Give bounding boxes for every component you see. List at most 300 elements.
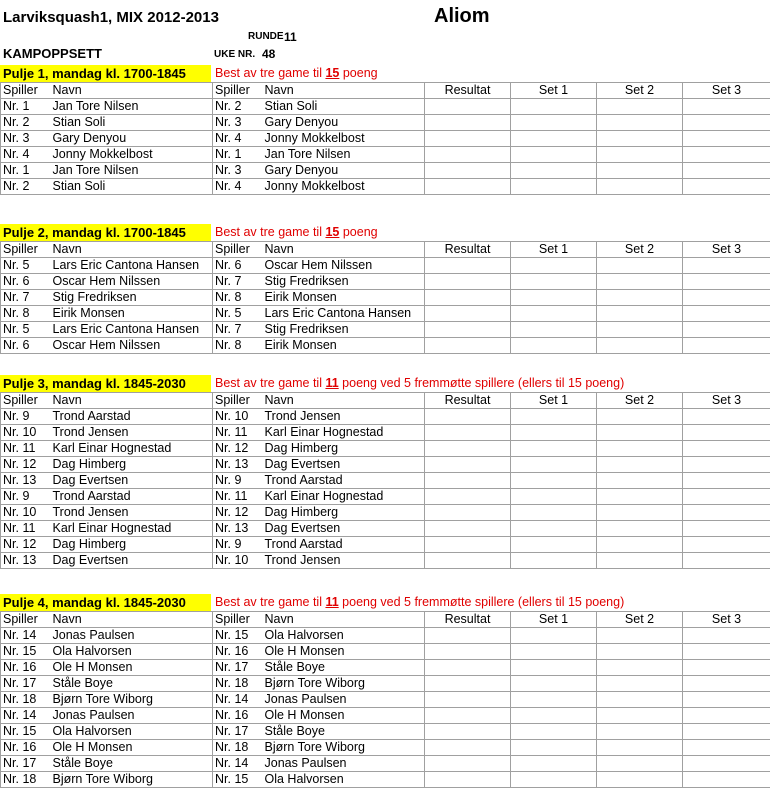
set-3-cell[interactable] (683, 409, 770, 425)
result-cell[interactable] (425, 473, 511, 489)
player-2-number: Nr. 18 (213, 740, 263, 756)
player-2-number: Nr. 15 (213, 628, 263, 644)
set-2-cell[interactable] (597, 258, 683, 274)
pool-rule (215, 224, 378, 241)
player-2-name: Ola Halvorsen (263, 628, 425, 644)
set-2-cell[interactable] (597, 553, 683, 569)
player-1-name: Trond Aarstad (51, 409, 213, 425)
page-title: Larviksquash1, MIX 2012-2013 (3, 9, 219, 26)
set-2-cell[interactable] (597, 505, 683, 521)
player-2-name: Ståle Boye (263, 660, 425, 676)
table-row (1, 708, 770, 724)
pool-header (0, 375, 770, 392)
set-3-cell[interactable] (683, 772, 770, 788)
set-3-cell[interactable] (683, 676, 770, 692)
player-2-number: Nr. 18 (213, 676, 263, 692)
player-2-name: Jonny Mokkelbost (263, 179, 425, 195)
player-1-number: Nr. 1 (1, 99, 51, 115)
pool-header (0, 65, 770, 82)
player-2-number: Nr. 3 (213, 115, 263, 131)
set-2-cell[interactable] (597, 644, 683, 660)
runde-label: RUNDE (248, 31, 284, 42)
pool-1 (0, 65, 770, 195)
player-2-number: Nr. 9 (213, 537, 263, 553)
set-1-cell[interactable] (511, 708, 597, 724)
player-1-number: Nr. 15 (1, 724, 51, 740)
table-row (1, 457, 770, 473)
result-cell[interactable] (425, 708, 511, 724)
set-3-cell[interactable] (683, 338, 770, 354)
set-2-cell[interactable] (597, 708, 683, 724)
player-1-name: Jonny Mokkelbost (51, 147, 213, 163)
player-2-name: Trond Jensen (263, 553, 425, 569)
player-1-name: Karl Einar Hognestad (51, 521, 213, 537)
result-cell[interactable] (425, 274, 511, 290)
pool-rule (215, 65, 378, 82)
pool-header (0, 594, 770, 611)
rule-text: Best av tre game til (215, 595, 326, 609)
col-navn-1-header: Navn (51, 612, 213, 628)
player-1-name: Lars Eric Cantona Hansen (51, 258, 213, 274)
set-3-cell[interactable] (683, 756, 770, 772)
set-2-cell[interactable] (597, 724, 683, 740)
result-cell[interactable] (425, 290, 511, 306)
table-row (1, 425, 770, 441)
result-cell[interactable] (425, 441, 511, 457)
player-2-number: Nr. 8 (213, 290, 263, 306)
player-2-name: Jonny Mokkelbost (263, 131, 425, 147)
player-2-name: Ola Halvorsen (263, 772, 425, 788)
set-3-cell[interactable] (683, 628, 770, 644)
table-row (1, 473, 770, 489)
col-spiller-2-header: Spiller (213, 242, 263, 258)
set-2-cell[interactable] (597, 537, 683, 553)
set-1-cell[interactable] (511, 676, 597, 692)
rule-text: Best av tre game til (215, 66, 326, 80)
set-2-cell[interactable] (597, 756, 683, 772)
result-cell[interactable] (425, 131, 511, 147)
player-2-name: Karl Einar Hognestad (263, 489, 425, 505)
set-3-cell[interactable] (683, 692, 770, 708)
col-set-3-header: Set 3 (683, 393, 770, 409)
table-row (1, 660, 770, 676)
col-set-1-header: Set 1 (511, 393, 597, 409)
set-1-cell[interactable] (511, 644, 597, 660)
player-2-name: Ole H Monsen (263, 708, 425, 724)
set-1-cell[interactable] (511, 457, 597, 473)
pool-header (0, 224, 770, 241)
player-1-number: Nr. 12 (1, 537, 51, 553)
set-2-cell[interactable] (597, 306, 683, 322)
result-cell[interactable] (425, 521, 511, 537)
set-3-cell[interactable] (683, 489, 770, 505)
col-spiller-1-header: Spiller (1, 612, 51, 628)
set-1-cell[interactable] (511, 99, 597, 115)
player-1-number: Nr. 2 (1, 115, 51, 131)
set-1-cell[interactable] (511, 473, 597, 489)
set-3-cell[interactable] (683, 115, 770, 131)
result-cell[interactable] (425, 489, 511, 505)
result-cell[interactable] (425, 115, 511, 131)
set-2-cell[interactable] (597, 99, 683, 115)
col-spiller-1-header: Spiller (1, 242, 51, 258)
col-set-1-header: Set 1 (511, 242, 597, 258)
player-2-number: Nr. 10 (213, 409, 263, 425)
set-1-cell[interactable] (511, 553, 597, 569)
player-2-number: Nr. 17 (213, 724, 263, 740)
set-1-cell[interactable] (511, 425, 597, 441)
set-2-cell[interactable] (597, 660, 683, 676)
player-2-number: Nr. 16 (213, 708, 263, 724)
player-2-number: Nr. 17 (213, 660, 263, 676)
section-title: KAMPOPPSETT (3, 46, 102, 61)
set-3-cell[interactable] (683, 99, 770, 115)
set-3-cell[interactable] (683, 306, 770, 322)
set-1-cell[interactable] (511, 338, 597, 354)
set-1-cell[interactable] (511, 290, 597, 306)
player-1-number: Nr. 16 (1, 660, 51, 676)
set-3-cell[interactable] (683, 322, 770, 338)
set-1-cell[interactable] (511, 131, 597, 147)
col-set-2-header: Set 2 (597, 242, 683, 258)
set-1-cell[interactable] (511, 740, 597, 756)
col-resultat-header: Resultat (425, 83, 511, 99)
player-2-number: Nr. 2 (213, 99, 263, 115)
player-2-name: Eirik Monsen (263, 290, 425, 306)
table-row (1, 322, 770, 338)
pool-title: Pulje 1, mandag kl. 1700-1845 (0, 65, 211, 82)
table-row (1, 131, 770, 147)
player-1-name: Jonas Paulsen (51, 708, 213, 724)
player-1-number: Nr. 4 (1, 147, 51, 163)
set-3-cell[interactable] (683, 660, 770, 676)
set-3-cell[interactable] (683, 644, 770, 660)
result-cell[interactable] (425, 425, 511, 441)
set-3-cell[interactable] (683, 724, 770, 740)
table-row (1, 676, 770, 692)
result-cell[interactable] (425, 660, 511, 676)
set-3-cell[interactable] (683, 740, 770, 756)
result-cell[interactable] (425, 756, 511, 772)
col-navn-1-header: Navn (51, 83, 213, 99)
result-cell[interactable] (425, 99, 511, 115)
result-cell[interactable] (425, 306, 511, 322)
result-cell[interactable] (425, 163, 511, 179)
set-2-cell[interactable] (597, 115, 683, 131)
set-1-cell[interactable] (511, 409, 597, 425)
player-1-name: Ståle Boye (51, 676, 213, 692)
set-1-cell[interactable] (511, 147, 597, 163)
player-1-name: Eirik Monsen (51, 306, 213, 322)
result-cell[interactable] (425, 553, 511, 569)
player-1-number: Nr. 18 (1, 772, 51, 788)
col-navn-1-header: Navn (51, 242, 213, 258)
set-2-cell[interactable] (597, 274, 683, 290)
player-1-number: Nr. 5 (1, 258, 51, 274)
col-navn-2-header: Navn (263, 393, 425, 409)
table-header-row (1, 83, 770, 99)
set-2-cell[interactable] (597, 772, 683, 788)
set-2-cell[interactable] (597, 409, 683, 425)
player-2-name: Karl Einar Hognestad (263, 425, 425, 441)
set-1-cell[interactable] (511, 724, 597, 740)
player-1-name: Trond Jensen (51, 425, 213, 441)
player-2-name: Oscar Hem Nilssen (263, 258, 425, 274)
match-table (0, 82, 770, 195)
result-cell[interactable] (425, 644, 511, 660)
player-1-name: Dag Himberg (51, 457, 213, 473)
col-set-2-header: Set 2 (597, 612, 683, 628)
set-2-cell[interactable] (597, 441, 683, 457)
set-3-cell[interactable] (683, 131, 770, 147)
player-1-name: Ola Halvorsen (51, 644, 213, 660)
player-1-number: Nr. 9 (1, 489, 51, 505)
set-3-cell[interactable] (683, 457, 770, 473)
player-2-number: Nr. 1 (213, 147, 263, 163)
player-1-name: Trond Jensen (51, 505, 213, 521)
table-row (1, 306, 770, 322)
set-2-cell[interactable] (597, 521, 683, 537)
player-1-name: Oscar Hem Nilssen (51, 338, 213, 354)
set-3-cell[interactable] (683, 163, 770, 179)
player-2-name: Trond Aarstad (263, 537, 425, 553)
player-2-name: Gary Denyou (263, 115, 425, 131)
player-2-name: Eirik Monsen (263, 338, 425, 354)
table-row (1, 756, 770, 772)
set-1-cell[interactable] (511, 660, 597, 676)
set-1-cell[interactable] (511, 692, 597, 708)
table-row (1, 740, 770, 756)
player-2-name: Jan Tore Nilsen (263, 147, 425, 163)
rule-text-after: poeng ved 5 fremmøtte spillere (ellers til 15 poeng) (338, 376, 625, 390)
pool-2 (0, 224, 770, 354)
set-2-cell[interactable] (597, 692, 683, 708)
player-1-number: Nr. 5 (1, 322, 51, 338)
player-2-number: Nr. 16 (213, 644, 263, 660)
set-3-cell[interactable] (683, 179, 770, 195)
set-3-cell[interactable] (683, 147, 770, 163)
col-resultat-header: Resultat (425, 242, 511, 258)
player-1-number: Nr. 11 (1, 521, 51, 537)
rule-text: Best av tre game til (215, 225, 326, 239)
rule-text-after: poeng (339, 66, 378, 80)
set-3-cell[interactable] (683, 290, 770, 306)
col-navn-1-header: Navn (51, 393, 213, 409)
result-cell[interactable] (425, 258, 511, 274)
set-2-cell[interactable] (597, 163, 683, 179)
player-1-number: Nr. 18 (1, 692, 51, 708)
uke-label: UKE NR. (214, 49, 256, 60)
pool-rule (215, 594, 624, 611)
col-navn-2-header: Navn (263, 83, 425, 99)
player-1-number: Nr. 14 (1, 708, 51, 724)
set-1-cell[interactable] (511, 115, 597, 131)
player-2-name: Dag Himberg (263, 441, 425, 457)
player-1-number: Nr. 2 (1, 179, 51, 195)
set-2-cell[interactable] (597, 131, 683, 147)
player-2-number: Nr. 13 (213, 521, 263, 537)
result-cell[interactable] (425, 740, 511, 756)
result-cell[interactable] (425, 179, 511, 195)
set-1-cell[interactable] (511, 505, 597, 521)
player-1-name: Lars Eric Cantona Hansen (51, 322, 213, 338)
result-cell[interactable] (425, 338, 511, 354)
table-header-row (1, 393, 770, 409)
player-1-number: Nr. 6 (1, 274, 51, 290)
set-3-cell[interactable] (683, 425, 770, 441)
set-1-cell[interactable] (511, 258, 597, 274)
player-1-name: Oscar Hem Nilssen (51, 274, 213, 290)
table-row (1, 521, 770, 537)
col-resultat-header: Resultat (425, 612, 511, 628)
set-1-cell[interactable] (511, 537, 597, 553)
player-2-number: Nr. 3 (213, 163, 263, 179)
set-3-cell[interactable] (683, 441, 770, 457)
result-cell[interactable] (425, 409, 511, 425)
col-set-2-header: Set 2 (597, 393, 683, 409)
table-row (1, 441, 770, 457)
set-2-cell[interactable] (597, 322, 683, 338)
set-2-cell[interactable] (597, 290, 683, 306)
result-cell[interactable] (425, 322, 511, 338)
player-1-name: Jan Tore Nilsen (51, 99, 213, 115)
pool-4 (0, 594, 770, 788)
player-1-name: Gary Denyou (51, 131, 213, 147)
set-1-cell[interactable] (511, 756, 597, 772)
col-set-3-header: Set 3 (683, 612, 770, 628)
player-1-name: Jonas Paulsen (51, 628, 213, 644)
table-row (1, 505, 770, 521)
set-1-cell[interactable] (511, 489, 597, 505)
set-2-cell[interactable] (597, 425, 683, 441)
player-1-name: Dag Himberg (51, 537, 213, 553)
player-2-name: Ståle Boye (263, 724, 425, 740)
player-2-number: Nr. 8 (213, 338, 263, 354)
set-1-cell[interactable] (511, 306, 597, 322)
match-table (0, 392, 770, 569)
set-2-cell[interactable] (597, 676, 683, 692)
col-navn-2-header: Navn (263, 612, 425, 628)
player-1-name: Ståle Boye (51, 756, 213, 772)
player-1-name: Dag Evertsen (51, 473, 213, 489)
set-2-cell[interactable] (597, 628, 683, 644)
set-2-cell[interactable] (597, 740, 683, 756)
set-1-cell[interactable] (511, 441, 597, 457)
player-1-name: Jan Tore Nilsen (51, 163, 213, 179)
result-cell[interactable] (425, 724, 511, 740)
player-2-name: Trond Jensen (263, 409, 425, 425)
player-1-name: Karl Einar Hognestad (51, 441, 213, 457)
set-2-cell[interactable] (597, 473, 683, 489)
result-cell[interactable] (425, 772, 511, 788)
col-set-1-header: Set 1 (511, 612, 597, 628)
player-1-number: Nr. 10 (1, 505, 51, 521)
player-1-number: Nr. 13 (1, 473, 51, 489)
player-2-name: Dag Evertsen (263, 457, 425, 473)
player-2-number: Nr. 6 (213, 258, 263, 274)
player-1-name: Ola Halvorsen (51, 724, 213, 740)
player-2-name: Dag Himberg (263, 505, 425, 521)
col-resultat-header: Resultat (425, 393, 511, 409)
player-1-number: Nr. 16 (1, 740, 51, 756)
player-2-name: Ole H Monsen (263, 644, 425, 660)
player-2-number: Nr. 14 (213, 756, 263, 772)
result-cell[interactable] (425, 147, 511, 163)
set-3-cell[interactable] (683, 274, 770, 290)
set-2-cell[interactable] (597, 147, 683, 163)
player-1-name: Ole H Monsen (51, 740, 213, 756)
col-spiller-1-header: Spiller (1, 393, 51, 409)
player-1-number: Nr. 7 (1, 290, 51, 306)
player-2-number: Nr. 12 (213, 505, 263, 521)
player-2-number: Nr. 7 (213, 274, 263, 290)
set-3-cell[interactable] (683, 258, 770, 274)
result-cell[interactable] (425, 692, 511, 708)
set-2-cell[interactable] (597, 489, 683, 505)
player-1-number: Nr. 9 (1, 409, 51, 425)
table-row (1, 258, 770, 274)
player-2-number: Nr. 4 (213, 131, 263, 147)
col-spiller-2-header: Spiller (213, 612, 263, 628)
player-2-name: Bjørn Tore Wiborg (263, 676, 425, 692)
set-2-cell[interactable] (597, 179, 683, 195)
player-2-number: Nr. 10 (213, 553, 263, 569)
player-1-number: Nr. 8 (1, 306, 51, 322)
player-2-number: Nr. 7 (213, 322, 263, 338)
table-row (1, 489, 770, 505)
player-1-name: Stian Soli (51, 179, 213, 195)
table-row (1, 179, 770, 195)
set-1-cell[interactable] (511, 163, 597, 179)
set-1-cell[interactable] (511, 772, 597, 788)
rule-points: 11 (325, 595, 339, 609)
set-3-cell[interactable] (683, 505, 770, 521)
set-1-cell[interactable] (511, 628, 597, 644)
set-1-cell[interactable] (511, 521, 597, 537)
table-row (1, 338, 770, 354)
set-1-cell[interactable] (511, 179, 597, 195)
player-2-number: Nr. 15 (213, 772, 263, 788)
result-cell[interactable] (425, 537, 511, 553)
set-3-cell[interactable] (683, 537, 770, 553)
set-1-cell[interactable] (511, 274, 597, 290)
result-cell[interactable] (425, 676, 511, 692)
rule-points: 15 (325, 225, 340, 239)
player-1-number: Nr. 14 (1, 628, 51, 644)
result-cell[interactable] (425, 505, 511, 521)
set-3-cell[interactable] (683, 553, 770, 569)
rule-text-after: poeng (339, 225, 378, 239)
player-2-name: Stig Fredriksen (263, 274, 425, 290)
table-row (1, 692, 770, 708)
player-1-number: Nr. 17 (1, 676, 51, 692)
set-2-cell[interactable] (597, 338, 683, 354)
player-1-number: Nr. 6 (1, 338, 51, 354)
table-row (1, 274, 770, 290)
set-3-cell[interactable] (683, 473, 770, 489)
rule-text: Best av tre game til (215, 376, 326, 390)
set-2-cell[interactable] (597, 457, 683, 473)
set-1-cell[interactable] (511, 322, 597, 338)
result-cell[interactable] (425, 457, 511, 473)
player-2-number: Nr. 13 (213, 457, 263, 473)
result-cell[interactable] (425, 628, 511, 644)
table-row (1, 644, 770, 660)
set-3-cell[interactable] (683, 708, 770, 724)
table-row (1, 772, 770, 788)
player-1-number: Nr. 15 (1, 644, 51, 660)
set-3-cell[interactable] (683, 521, 770, 537)
